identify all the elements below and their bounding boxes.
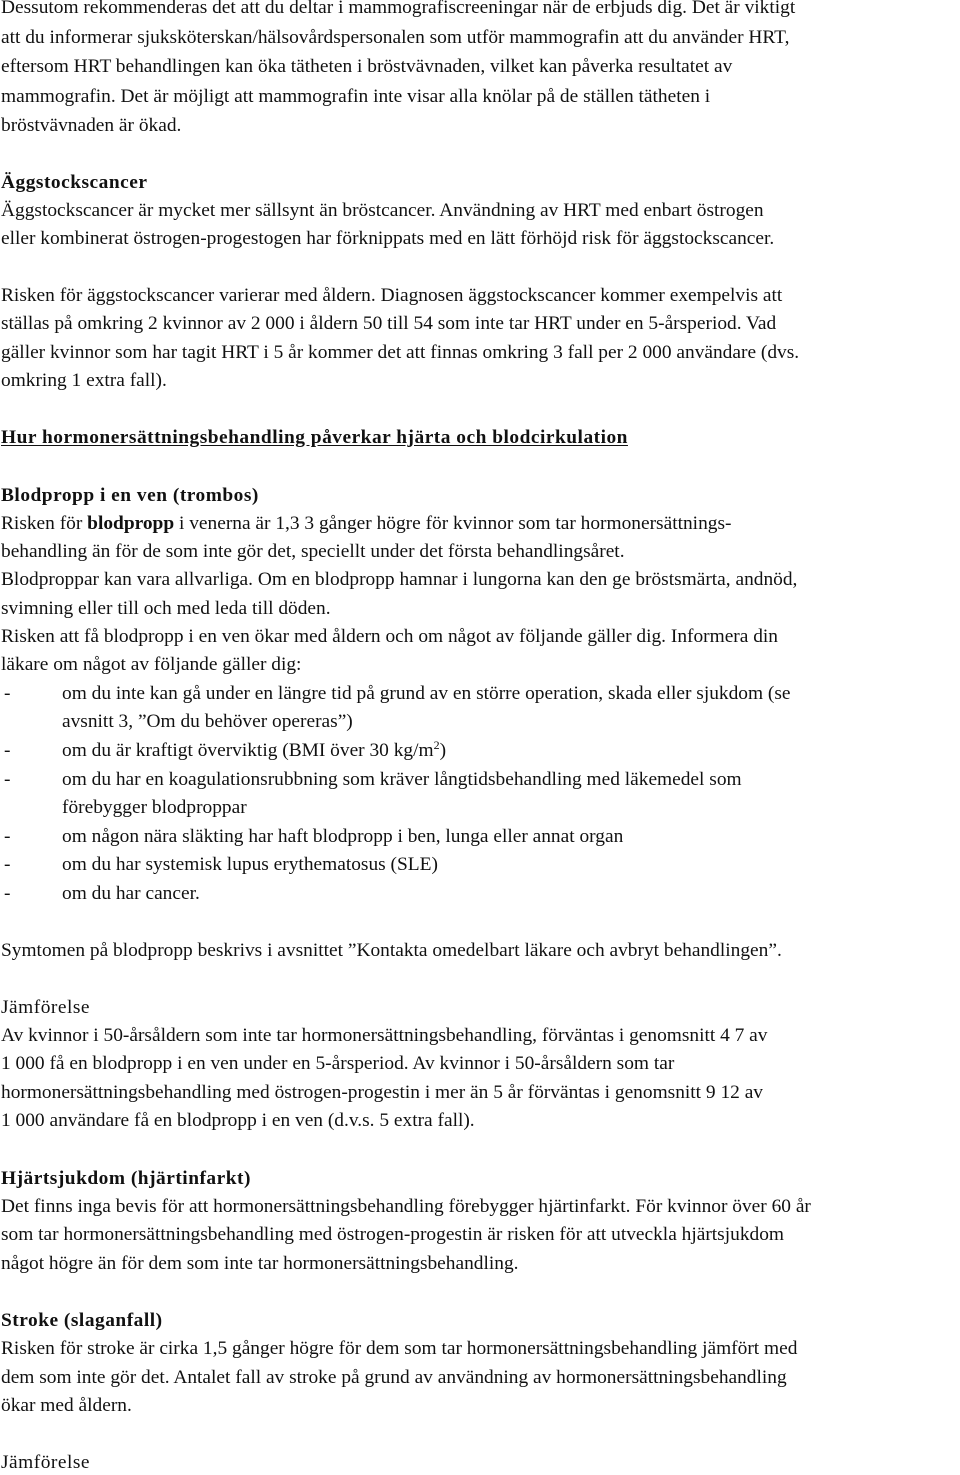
heart-text-line: som tar hormonersättningsbehandling med östrogen-progestin är risken för att utveckla hjärtsjukdom (1, 1224, 784, 1245)
heart-text-line: Det finns inga bevis för att hormonersättningsbehandling förebygger hjärtinfarkt. För kvinnor över 60 år (1, 1196, 811, 1217)
list-dash: - (4, 683, 11, 704)
stroke-text-line: dem som inte gör det. Antalet fall av stroke på grund av användning av hormonersättningsbehandling (1, 1367, 787, 1388)
thrombosis-text-line: Risken att få blodpropp i en ven ökar med åldern och om något av följande gäller dig. Informera din (1, 626, 778, 647)
stroke-heading: Stroke (slaganfall) (1, 1310, 163, 1331)
comparison-text-line: Av kvinnor i 50-årsåldern som inte tar hormonersättningsbehandling, förväntas i genomsnitt 4 7 av (1, 1025, 768, 1046)
intro-line: eftersom HRT behandlingen kan öka tätheten i bröstvävnaden, vilket kan påverka resultatet av (1, 56, 733, 77)
thrombosis-text-line (1, 512, 731, 536)
comparison-heading: Jämförelse (1, 1452, 90, 1473)
section-title: Hur hormonersättningsbehandling påverkar hjärta och blodcirkulation (1, 427, 628, 448)
list-dash: - (4, 826, 11, 847)
ovarian-text-line: Äggstockscancer är mycket mer sällsynt än bröstcancer. Användning av HRT med enbart östrogen (1, 200, 764, 221)
text-run: Risken för (1, 513, 88, 534)
comparison-text-line: hormonersättningsbehandling med östrogen-progestin i mer än 5 år förväntas i genomsnitt 9 12 av (1, 1082, 763, 1103)
intro-line: Dessutom rekommenderas det att du deltar i mammografiscreeningar när de erbjuds dig. Det är viktigt (1, 0, 796, 18)
superscript: 2 (433, 738, 440, 752)
ovarian-text-line: eller kombinerat östrogen-progestogen har förknippats med en lätt förhöjd risk för äggstockscancer. (1, 228, 775, 249)
list-dash: - (4, 769, 11, 790)
thrombosis-text-line: svimning eller till och med leda till döden. (1, 598, 331, 619)
heart-text-line: något högre än för dem som inte tar hormonersättningsbehandling. (1, 1253, 519, 1274)
ovarian-heading: Äggstockscancer (1, 172, 148, 193)
intro-line: bröstvävnaden är ökad. (1, 115, 182, 136)
list-item-continuation: förebygger blodproppar (62, 797, 247, 818)
thrombosis-heading: Blodpropp i en ven (trombos) (1, 485, 259, 506)
bold-term: blodpropp (87, 513, 175, 534)
ovarian-text-line: gäller kvinnor som har tagit HRT i 5 år kommer det att finnas omkring 3 fall per 2 000 användare (dvs. (1, 342, 800, 363)
comparison-heading: Jämförelse (1, 997, 90, 1018)
list-item: om du har en koagulationsrubbning som kräver långtidsbehandling med läkemedel som (62, 769, 742, 790)
list-item: om du har cancer. (62, 883, 200, 904)
stroke-text-line: Risken för stroke är cirka 1,5 gånger högre för dem som tar hormonersättningsbehandling jämfört med (1, 1338, 798, 1359)
list-item: om du har systemisk lupus erythematosus (SLE) (62, 854, 438, 875)
list-dash: - (4, 883, 11, 904)
stroke-text-line: ökar med åldern. (1, 1395, 132, 1416)
comparison-text-line: 1 000 användare få en blodpropp i en ven (d.v.s. 5 extra fall). (1, 1110, 475, 1131)
list-item (62, 739, 446, 763)
intro-line: mammografin. Det är möjligt att mammografin inte visar alla knölar på de ställen tätheten i (1, 86, 711, 107)
thrombosis-symptoms: Symtomen på blodpropp beskrivs i avsnittet ”Kontakta omedelbart läkare och avbryt behandlingen”. (1, 940, 782, 961)
list-item-continuation: avsnitt 3, ”Om du behöver opereras”) (62, 711, 353, 732)
comparison-text-line: 1 000 få en blodpropp i en ven under en 5-årsperiod. Av kvinnor i 50-årsåldern som tar (1, 1053, 675, 1074)
text-run: i venerna är 1,3 3 gånger högre för kvinnor som tar hormonersättnings- (174, 513, 732, 534)
list-item: om någon nära släkting har haft blodpropp i ben, lunga eller annat organ (62, 826, 624, 847)
thrombosis-text-line: behandling än för de som inte gör det, speciellt under det första behandlingsåret. (1, 541, 625, 562)
text-run: ) (439, 740, 447, 761)
heart-heading: Hjärtsjukdom (hjärtinfarkt) (1, 1168, 251, 1189)
list-item: om du inte kan gå under en längre tid på grund av en större operation, skada eller sjukdom (se (62, 683, 791, 704)
ovarian-text-line: omkring 1 extra fall). (1, 370, 167, 391)
ovarian-text-line: Risken för äggstockscancer varierar med åldern. Diagnosen äggstockscancer kommer exempelvis att (1, 285, 783, 306)
list-dash: - (4, 740, 11, 761)
thrombosis-text-line: Blodproppar kan vara allvarliga. Om en blodpropp hamnar i lungorna kan den ge bröstsmärta, andnöd, (1, 569, 798, 590)
thrombosis-text-line: läkare om något av följande gäller dig: (1, 654, 302, 675)
text-run: om du är kraftigt överviktig (BMI över 30 kg/m (62, 740, 434, 761)
ovarian-text-line: ställas på omkring 2 kvinnor av 2 000 i åldern 50 till 54 som inte tar HRT under en 5-årsperiod. Vad (1, 313, 777, 334)
intro-line: att du informerar sjuksköterskan/hälsovårdspersonalen som utför mammografin att du använder HRT, (1, 27, 790, 48)
list-dash: - (4, 854, 11, 875)
